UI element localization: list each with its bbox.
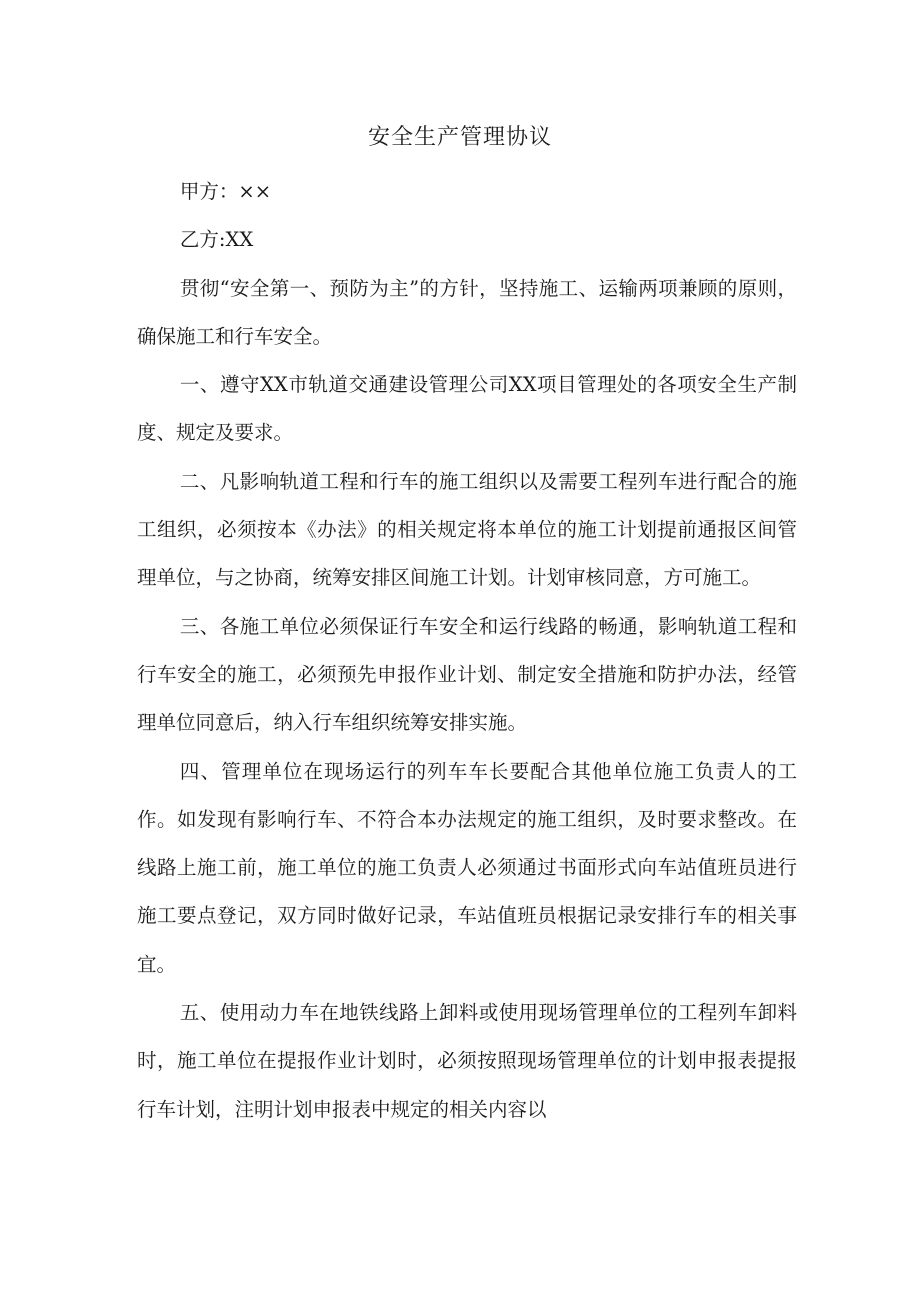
paragraph-intro: 贯彻“安全第一、预防为主”的方针，坚持施工、运输两项兼顾的原则，确保施工和行车安全。 [137,276,797,348]
paragraph-clause-2: 二、凡影响轨道工程和行车的施工组织以及需要工程列车进行配合的施工组织，必须按本《办法》的相关规定将本单位的施工计划提前通报区间管理单位，与之协商，统筹安排区间施工计划。计划审核同意，方可施工。 [137,469,797,590]
document-body [137,168,797,1134]
paragraph-clause-1: 一、遵守XX市轨道交通建设管理公司XX项目管理处的各项安全生产制度、规定及要求。 [137,373,797,445]
party-a: 甲方：×× [179,180,272,203]
party-b: 乙方:XX [179,228,254,252]
paragraph-clause-5: 五、使用动力车在地铁线路上卸料或使用现场管理单位的工程列车卸料时，施工单位在提报作业计划时，必须按照现场管理单位的计划申报表提报行车计划，注明计划申报表中规定的相关内容以 [137,1001,797,1121]
paragraph-clause-3: 三、各施工单位必须保证行车安全和运行线路的畅通，影响轨道工程和行车安全的施工，必须预先申报作业计划、制定安全措施和防护办法，经管理单位同意后，纳入行车组织统筹安排实施。 [137,614,797,735]
paragraph-clause-4: 四、管理单位在现场运行的列车车长要配合其他单位施工负责人的工作。如发现有影响行车、不符合本办法规定的施工组织，及时要求整改。在线路上施工前，施工单位的施工负责人必须通过书面形式向车站值班员进行施工要点登记，双方同时做好记录，车站值班员根据记录安排行车的相关事宜。 [137,759,797,976]
document-title: 安全生产管理协议 [367,125,552,150]
